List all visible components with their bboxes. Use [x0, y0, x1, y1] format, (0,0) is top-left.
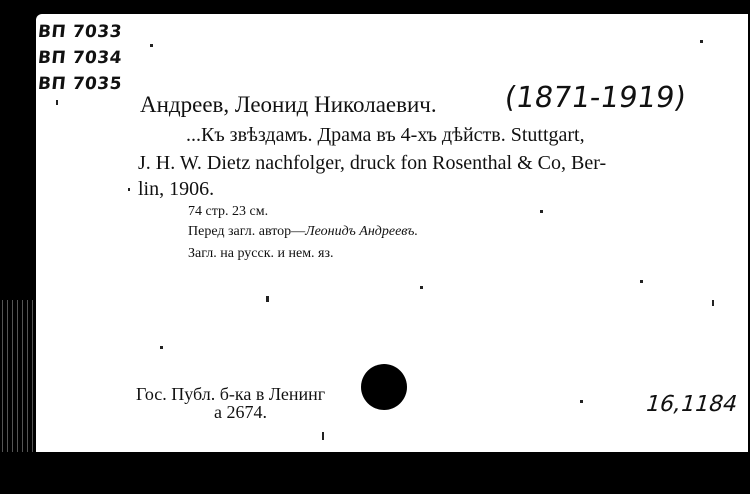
title-line-1: ...Къ звѣздамъ. Драма въ 4-хъ дѣйств. Stuttgart,	[186, 124, 585, 146]
dust-speck	[266, 296, 269, 302]
library-line: Гос. Публ. б-ка в Ленинг	[136, 384, 326, 404]
call-number: а 2674.	[214, 402, 267, 422]
note-prefix: Перед загл. автор—	[188, 224, 306, 239]
dust-speck	[540, 210, 543, 213]
handwritten-number: 16,1184	[642, 392, 741, 417]
pagination-size: 74 стр. 23 см.	[188, 204, 269, 219]
dust-speck	[56, 100, 58, 105]
dust-speck	[128, 188, 130, 191]
dust-speck	[712, 300, 714, 306]
dust-speck	[150, 44, 153, 47]
card-punch-hole	[361, 364, 407, 410]
shelfmark-3: ВП 7035	[36, 74, 123, 94]
shelfmark-2: ВП 7034	[36, 48, 123, 68]
dust-speck	[580, 400, 583, 403]
note-title-languages: Загл. на русск. и нем. яз.	[188, 246, 334, 261]
title-line-3: lin, 1906.	[138, 178, 215, 200]
title-line-2: J. H. W. Dietz nachfolger, druck fon Rosenthal & Co, Ber-	[138, 152, 607, 174]
dust-speck	[640, 280, 643, 283]
note-author-name: Леонидъ Андреевъ.	[305, 224, 418, 239]
dust-speck	[322, 432, 324, 440]
note-author-before-title	[188, 224, 418, 240]
dust-speck	[700, 40, 703, 43]
shelfmark-1: ВП 7033	[36, 22, 123, 42]
scan-edge-strip	[0, 300, 36, 460]
dust-speck	[160, 346, 163, 349]
author-dates: (1871-1919)	[502, 80, 689, 114]
dust-speck	[420, 286, 423, 289]
author-heading: Андреев, Леонид Николаевич.	[140, 92, 437, 117]
scan-bottom-border	[0, 452, 750, 494]
